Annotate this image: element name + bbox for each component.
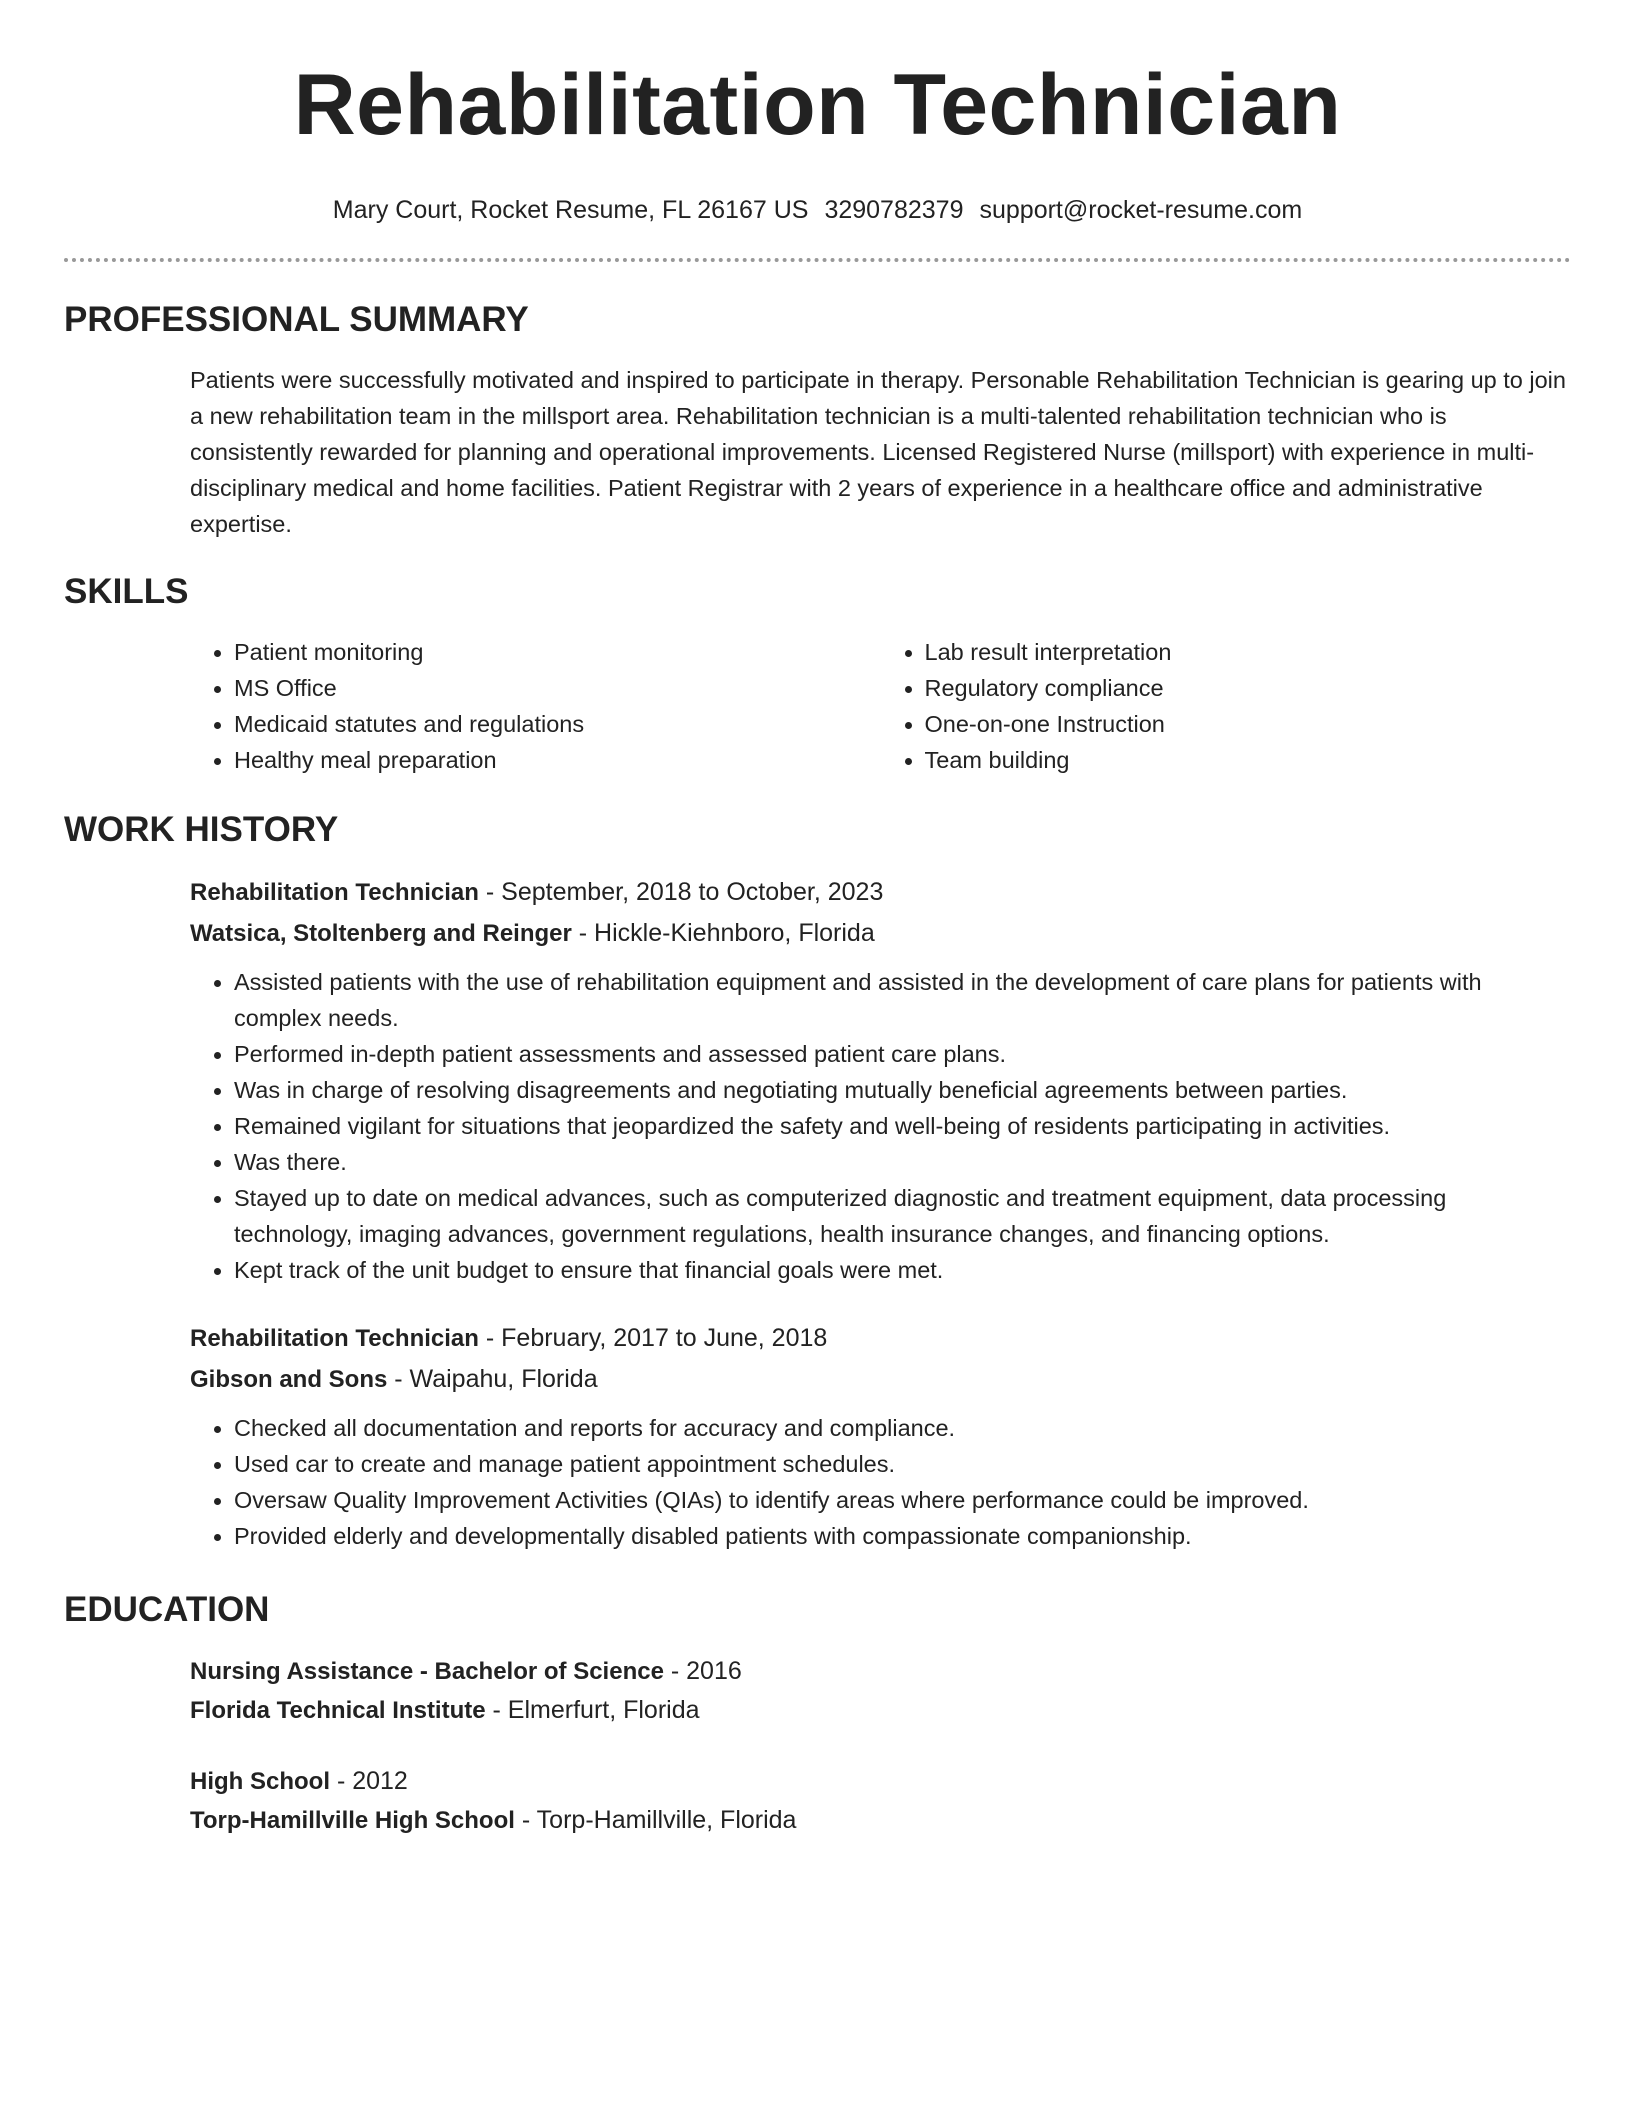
education-school-line xyxy=(190,1691,1571,1730)
contact-phone: 3290782379 xyxy=(824,196,964,224)
education-school: Florida Technical Institute xyxy=(190,1697,486,1724)
skills-title: SKILLS xyxy=(64,572,189,611)
job-company-line xyxy=(190,913,1571,954)
summary-section xyxy=(64,300,1571,542)
work-title: WORK HISTORY xyxy=(64,810,339,849)
education-year: - 2012 xyxy=(330,1767,408,1795)
contact-line xyxy=(64,195,1571,225)
skill-item: • Healthy meal preparation xyxy=(234,742,881,778)
job-bullet: • Stayed up to date on medical advances, such as computerized diagnostic and treatment equipment, data processing technology, imaging advances, government regulations, health insurance changes, and financing options. xyxy=(234,1180,1571,1252)
education-section xyxy=(64,1590,1571,1840)
education-entry xyxy=(190,1762,1571,1840)
job-dates: - February, 2017 to June, 2018 xyxy=(478,1324,828,1352)
work-section xyxy=(64,810,1571,1554)
skills-list-left xyxy=(190,634,881,778)
job-bullet: • Was in charge of resolving disagreements and negotiating mutually beneficial agreements between parties. xyxy=(234,1072,1571,1108)
candidate-name: Rehabilitation Technician xyxy=(293,57,1342,153)
job-company-line xyxy=(190,1359,1571,1400)
skill-item: • Patient monitoring xyxy=(234,634,881,670)
job-role-line xyxy=(190,872,1571,913)
header-divider xyxy=(64,258,1571,262)
education-school: Torp-Hamillville High School xyxy=(190,1807,515,1834)
job-entry xyxy=(190,1318,1571,1554)
contact-email: support@rocket-resume.com xyxy=(979,196,1303,224)
education-degree: Nursing Assistance - Bachelor of Science xyxy=(190,1658,664,1685)
education-degree-line xyxy=(190,1762,1571,1801)
education-degree: High School xyxy=(190,1768,330,1795)
job-bullet: • Performed in-depth patient assessments and assessed patient care plans. xyxy=(234,1036,1571,1072)
job-company: Gibson and Sons xyxy=(190,1366,388,1393)
education-year: - 2016 xyxy=(663,1657,742,1685)
job-bullet: • Checked all documentation and reports for accuracy and compliance. xyxy=(234,1410,1571,1446)
skill-item: • Team building xyxy=(925,742,1572,778)
summary-title: PROFESSIONAL SUMMARY xyxy=(64,300,529,339)
skills-section xyxy=(64,572,1571,778)
job-bullet-list xyxy=(190,1410,1571,1554)
education-title: EDUCATION xyxy=(64,1590,270,1629)
resume-page xyxy=(64,0,1571,1834)
education-entry xyxy=(190,1652,1571,1730)
skill-item: • MS Office xyxy=(234,670,881,706)
contact-address: Mary Court, Rocket Resume, FL 26167 US xyxy=(332,196,809,224)
job-bullet: • Provided elderly and developmentally disabled patients with compassionate companionship. xyxy=(234,1518,1571,1554)
skill-item: • Lab result interpretation xyxy=(925,634,1572,670)
education-school-line xyxy=(190,1801,1571,1840)
job-role: Rehabilitation Technician xyxy=(190,1325,479,1352)
job-bullet: • Used car to create and manage patient appointment schedules. xyxy=(234,1446,1571,1482)
job-bullet: • Assisted patients with the use of rehabilitation equipment and assisted in the development of care plans for patients with complex needs. xyxy=(234,964,1571,1036)
job-bullet: • Remained vigilant for situations that jeopardized the safety and well-being of residents participating in activities. xyxy=(234,1108,1571,1144)
skill-item: • One-on-one Instruction xyxy=(925,706,1572,742)
summary-text: Patients were successfully motivated and inspired to participate in therapy. Personable Rehabilitation Technician is gearing up to join a new rehabilitation team in the millsport area. Rehabilitation technician is a multi-talented rehabilitation technician who is consistently rewarded for planning and operational improvements. Licensed Registered Nurse (millsport) with experience in multi-disciplinary medical and home facilities. Patient Registrar with 2 years of experience in a healthcare office and administrative expertise. xyxy=(190,367,1566,537)
job-bullet: • Kept track of the unit budget to ensure that financial goals were met. xyxy=(234,1252,1571,1288)
skills-grid xyxy=(190,634,1571,778)
job-role: Rehabilitation Technician xyxy=(190,879,479,906)
job-location: - Hickle-Kiehnboro, Florida xyxy=(571,919,875,947)
skill-item: • Regulatory compliance xyxy=(925,670,1572,706)
education-location: - Torp-Hamillville, Florida xyxy=(514,1806,797,1834)
education-degree-line xyxy=(190,1652,1571,1691)
skills-list-right xyxy=(881,634,1572,778)
job-bullet-list xyxy=(190,964,1571,1288)
job-location: - Waipahu, Florida xyxy=(387,1365,598,1393)
job-company: Watsica, Stoltenberg and Reinger xyxy=(190,920,572,947)
job-dates: - September, 2018 to October, 2023 xyxy=(478,878,884,906)
job-bullet: • Oversaw Quality Improvement Activities (QIAs) to identify areas where performance could be improved. xyxy=(234,1482,1571,1518)
job-role-line xyxy=(190,1318,1571,1359)
job-entry xyxy=(190,872,1571,1288)
skill-item: • Medicaid statutes and regulations xyxy=(234,706,881,742)
education-location: - Elmerfurt, Florida xyxy=(485,1696,700,1724)
job-bullet: • Was there. xyxy=(234,1144,1571,1180)
